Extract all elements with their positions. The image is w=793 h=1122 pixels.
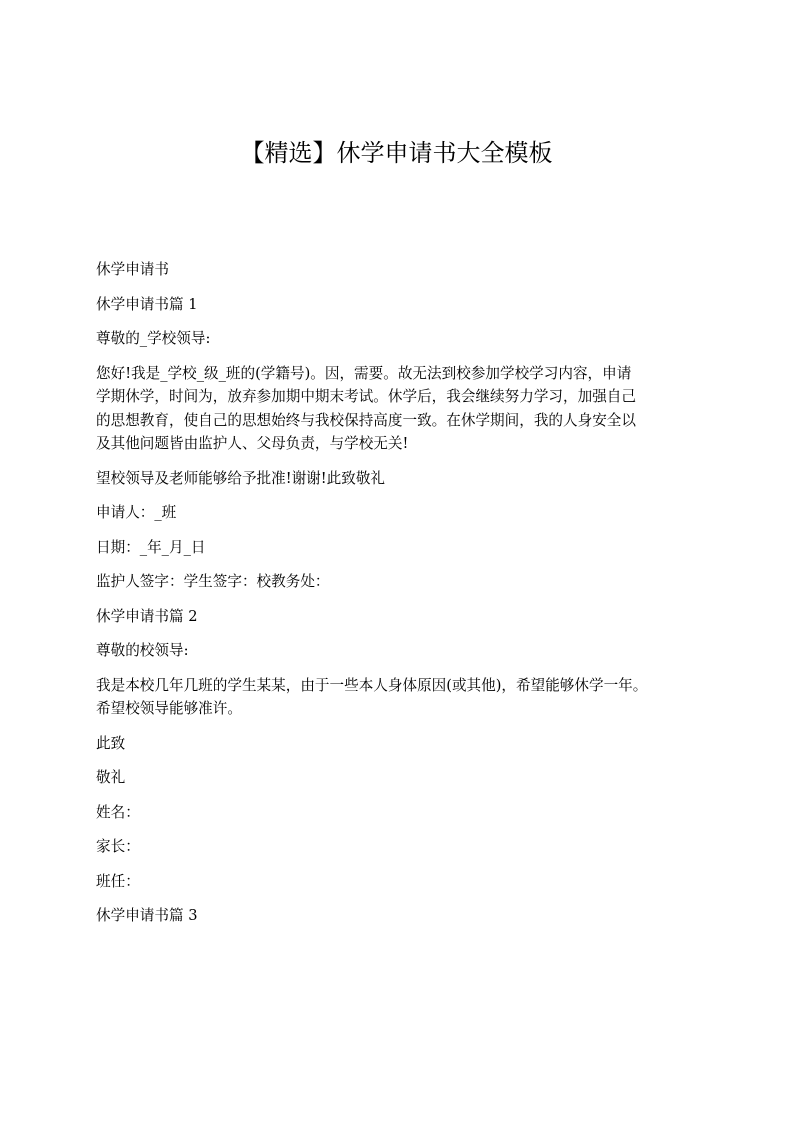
salutation-1 (96, 327, 701, 351)
signature-line (96, 570, 701, 594)
teacher-field (96, 870, 701, 894)
text-line: 休学申请书篇 2 (96, 607, 198, 625)
text-line: 日期：_年_月_日 (96, 538, 206, 556)
text-line: 监护人签字：学生签字：校教务处： (96, 573, 330, 590)
section-heading-1 (96, 293, 701, 317)
body-paragraph-2 (96, 674, 701, 721)
text-line: 望校领导及老师能够给予批准!谢谢!此致敬礼 (96, 469, 386, 487)
text-line: 尊敬的_学校领导: (96, 330, 211, 347)
section-heading-2 (96, 605, 701, 629)
text-line: 希望校领导能够准许。 (96, 700, 242, 717)
body-paragraph-1 (96, 362, 701, 456)
salutation-2 (96, 639, 701, 663)
text-line: 您好!我是_学校_级_班的(学籍号)。因，需要。故无法到校参加学校学习内容，申请 (96, 364, 632, 382)
text-line: 班任： (96, 872, 140, 890)
text-line: 的思想教育，使自己的思想始终与我校保持高度一致。在休学期间，我的人身安全以 (96, 411, 636, 429)
date-line (96, 536, 701, 560)
heading-application (96, 258, 701, 282)
text-line: 我是本校几年几班的学生某某，由于一些本人身体原因(或其他)，希望能够休学一年。 (96, 676, 648, 694)
closing-ci-zhi (96, 732, 701, 756)
text-line: 申请人：_班 (96, 504, 177, 521)
document-title: 【精选】休学申请书大全模板 (240, 139, 553, 167)
text-line: 家长： (96, 838, 140, 855)
text-line: 此致 (96, 734, 126, 752)
text-line: 休学申请书篇 1 (96, 295, 198, 313)
closing-request (96, 467, 701, 491)
text-line: 休学申请书 (96, 261, 169, 278)
text-line: 尊敬的校领导: (96, 642, 189, 659)
section-heading-3 (96, 904, 701, 928)
applicant-line (96, 501, 701, 525)
text-line: 学期休学，时间为，放弃参加期中期末考试。休学后，我会继续努力学习，加强自己 (96, 388, 636, 405)
document-body (96, 258, 701, 939)
text-line: 及其他问题皆由监护人、父母负责，与学校无关! (96, 435, 409, 452)
name-field (96, 801, 701, 825)
parent-field (96, 835, 701, 859)
text-line: 姓名： (96, 803, 140, 821)
closing-jing-li (96, 766, 701, 790)
text-line: 休学申请书篇 3 (96, 907, 198, 924)
text-line: 敬礼 (96, 769, 126, 786)
